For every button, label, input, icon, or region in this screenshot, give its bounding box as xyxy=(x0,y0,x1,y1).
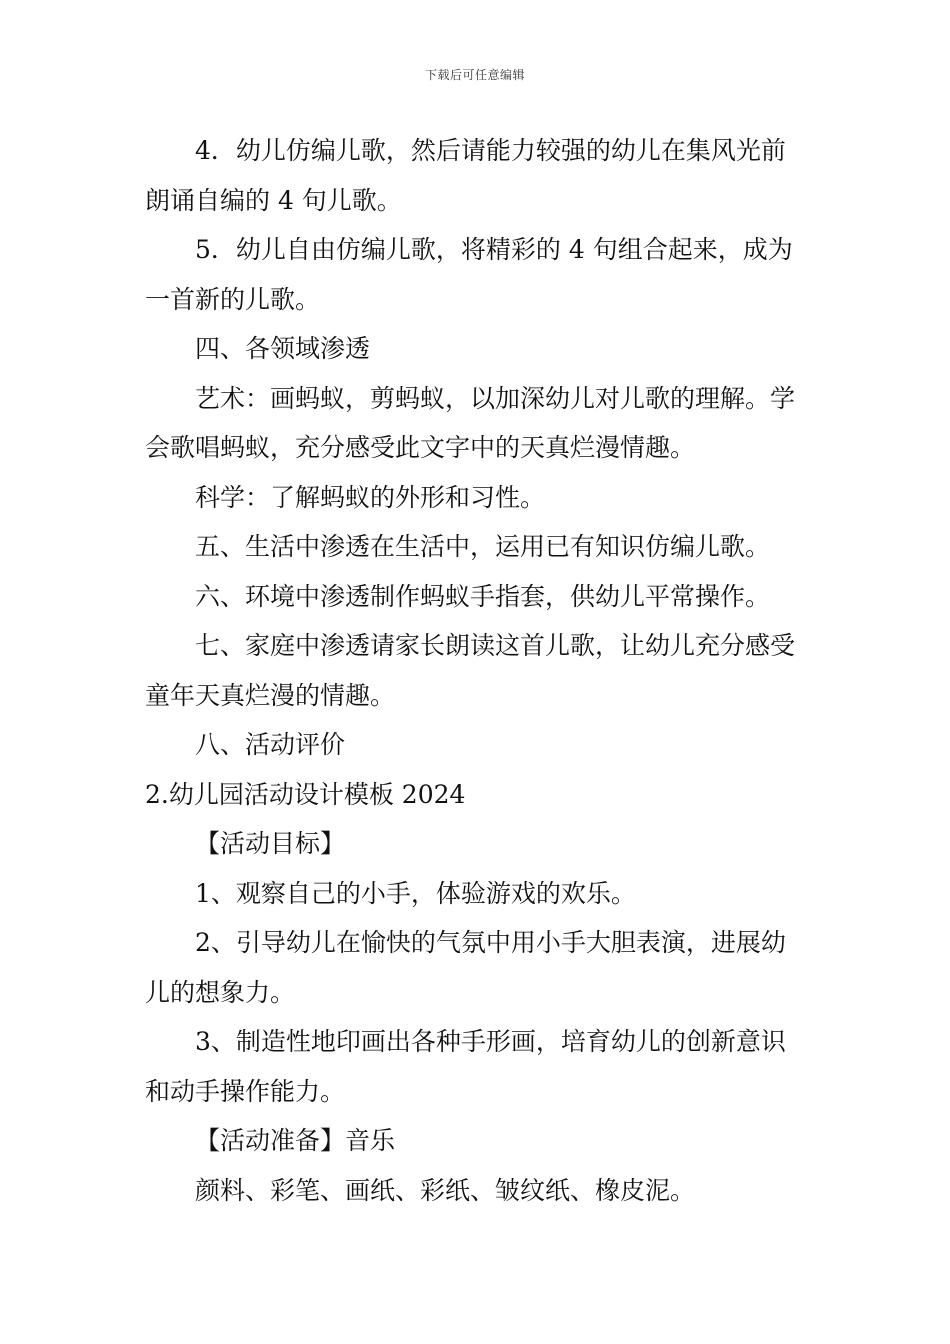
paragraph-step-5: 5．幼儿自由仿编儿歌，将精彩的 4 句组合起来，成为一首新的儿歌。 xyxy=(145,235,793,314)
goal-item-3: 3、制造性地印画出各种手形画，培育幼儿的创新意识和动手操作能力。 xyxy=(145,1027,786,1106)
paragraph-step-4: 4．幼儿仿编儿歌，然后请能力较强的幼儿在集风光前朗诵自编的 4 句儿歌。 xyxy=(145,136,786,215)
paragraph-art: 艺术：画蚂蚁，剪蚂蚁，以加深幼儿对儿歌的理解。学会歌唱蚂蚁，充分感受此文字中的天真烂漫情趣。 xyxy=(145,383,796,462)
section-heading-domains: 四、各领域渗透 xyxy=(195,334,371,363)
section-heading-environment: 六、环境中渗透制作蚂蚁手指套，供幼儿平常操作。 xyxy=(195,581,771,611)
section-heading-evaluation: 八、活动评价 xyxy=(195,730,346,759)
goal-item-2: 2、引导幼儿在愉快的气氛中用小手大胆表演，进展幼儿的想象力。 xyxy=(145,928,786,1007)
document-body xyxy=(145,126,810,1215)
document-title: 2.幼儿园活动设计模板 2024 xyxy=(145,779,466,809)
section-heading-life: 五、生活中渗透在生活中，运用已有知识仿编儿歌。 xyxy=(195,532,771,561)
preparation-materials: 颜料、彩笔、画纸、彩纸、皱纹纸、橡皮泥。 xyxy=(195,1175,696,1205)
section-heading-preparation: 【活动准备】音乐 xyxy=(195,1126,396,1155)
page-header: 下载后可任意编辑 xyxy=(424,68,525,82)
paragraph-science: 科学：了解蚂蚁的外形和习性。 xyxy=(195,482,546,512)
section-heading-goals: 【活动目标】 xyxy=(195,829,346,858)
goal-item-1: 1、观察自己的小手，体验游戏的欢乐。 xyxy=(195,878,636,908)
section-heading-family: 七、家庭中渗透请家长朗读这首儿歌，让幼儿充分感受童年天真烂漫的情趣。 xyxy=(145,631,796,710)
